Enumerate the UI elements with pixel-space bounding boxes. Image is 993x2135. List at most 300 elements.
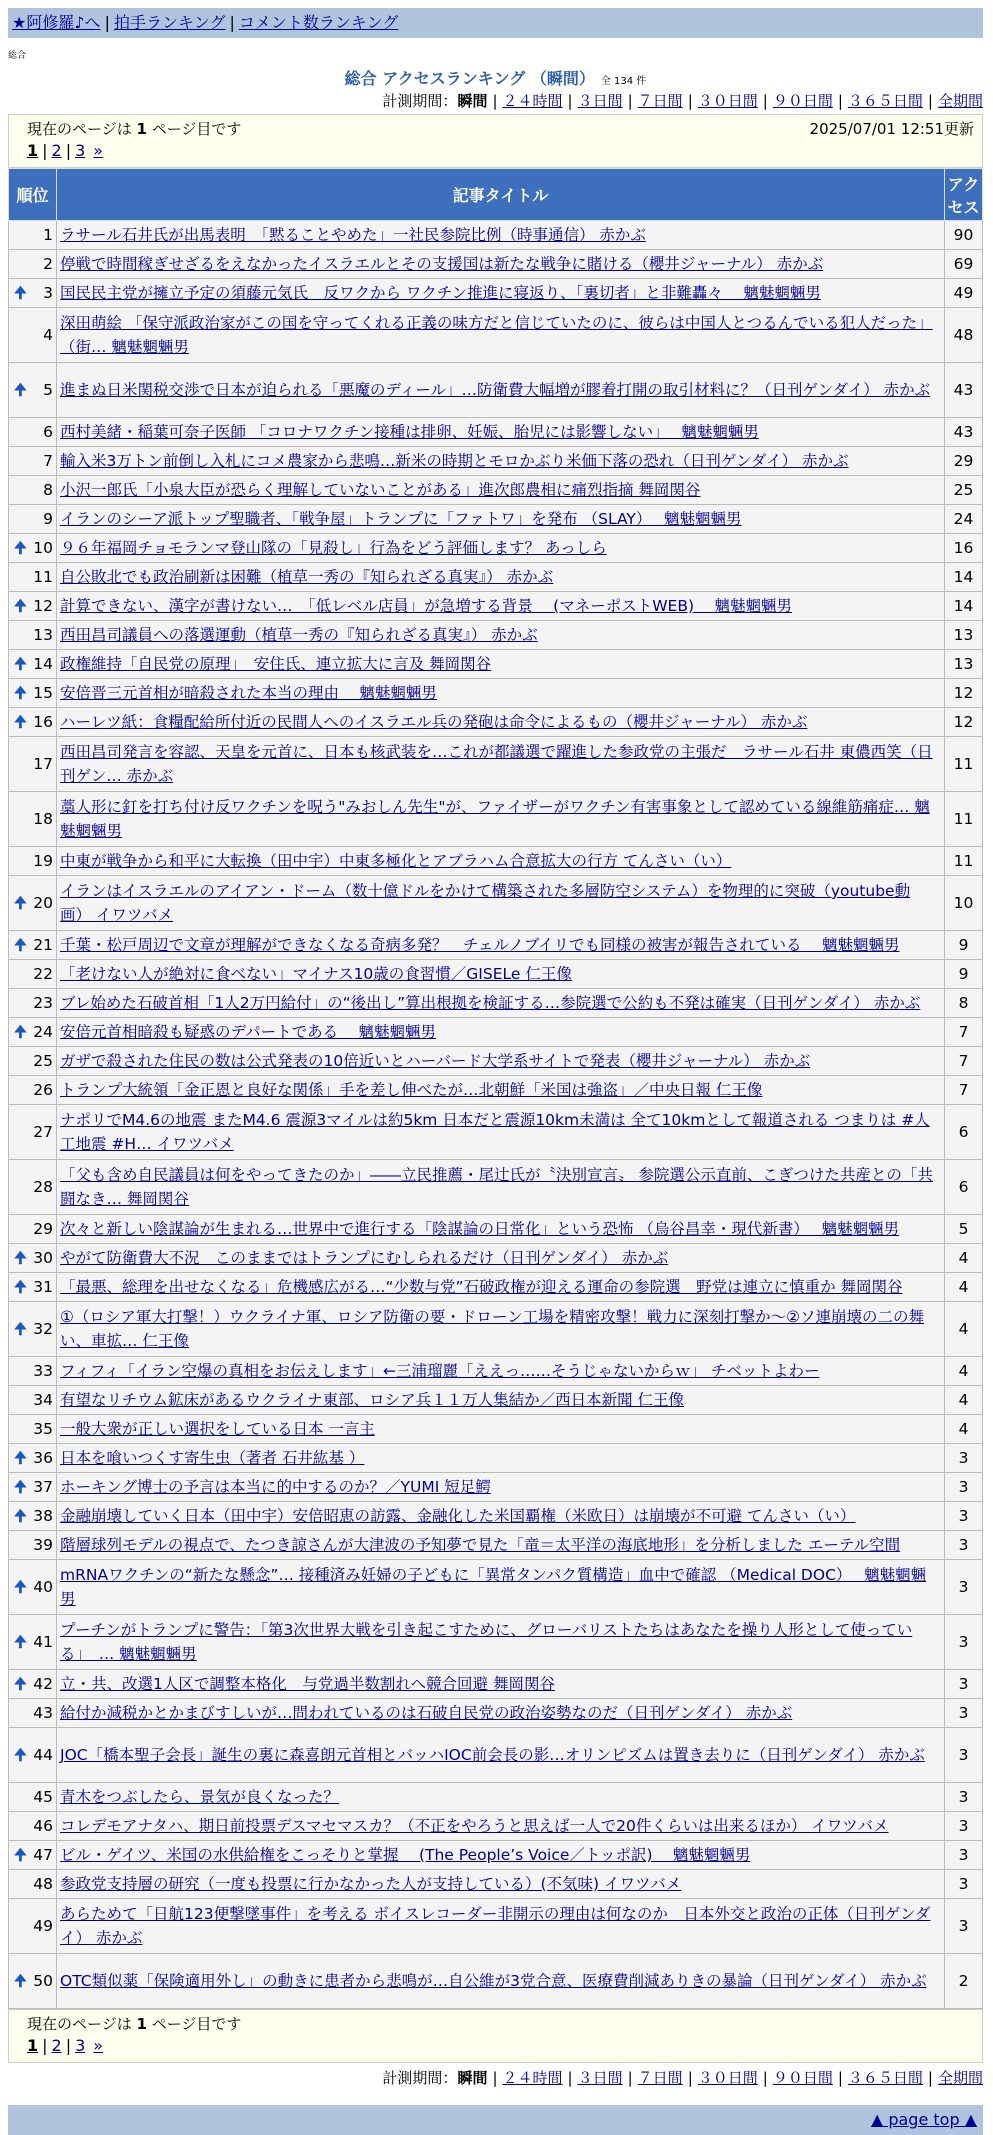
title-cell [57, 708, 945, 737]
rank-cell [9, 1670, 57, 1699]
rank-cell [9, 1699, 57, 1728]
title-cell [57, 1302, 945, 1357]
page-info-bottom [8, 2009, 983, 2063]
period-link-2[interactable]: ７日間 [637, 92, 683, 110]
rank-number: 23 [33, 994, 53, 1012]
title-cell [57, 792, 945, 847]
article-title-link[interactable]: 安倍元首相暗殺も疑惑のデパートである 魑魅魍魎男 [60, 1023, 436, 1041]
rank-cell [9, 1047, 57, 1076]
clap-ranking-link[interactable]: 拍手ランキング [113, 13, 226, 32]
access-count: 11 [945, 847, 983, 876]
table-row [9, 650, 983, 679]
title-cell [57, 737, 945, 792]
access-count: 29 [945, 447, 983, 476]
rank-number: 37 [33, 1478, 53, 1496]
article-title-link[interactable]: イランのシーア派トップ聖職者、「戦争屋」トランプに「ファトワ」を発布 （SLAY） 魑魅魍魎男 [60, 510, 742, 528]
article-title-link[interactable]: 輸入米3万トン前倒し入札にコメ農家から悲鳴…新米の時期とモロかぶり米価下落の恐れ（日刊ゲンダイ） 赤かぶ [60, 452, 849, 470]
rank-up-arrow-icon: 🠉 [14, 1478, 27, 1496]
rank-cell [9, 792, 57, 847]
period-link-5[interactable]: ３６５日間 [847, 2069, 923, 2087]
article-title-link[interactable]: 藁人形に釘を打ち付け反ワクチンを呪う"みおしん先生"が、ファイザーがワクチン有害事象として認めている線維筋痛症… 魑魅魍魎男 [60, 798, 930, 840]
rank-cell [9, 592, 57, 621]
pager-next[interactable]: » [93, 2036, 104, 2055]
title-cell [57, 1105, 945, 1160]
pager-page-2[interactable]: 2 [51, 2036, 62, 2055]
period-link-3[interactable]: ３０日間 [697, 92, 758, 110]
rank-cell [9, 737, 57, 792]
col-header-rank: 順位 [9, 169, 57, 221]
rank-cell [9, 1560, 57, 1615]
rank-up-arrow-icon: 🠉 [14, 894, 27, 912]
title-cell [57, 221, 945, 250]
rank-number: 26 [33, 1081, 53, 1099]
rank-cell [9, 1841, 57, 1870]
access-count: 4 [945, 1273, 983, 1302]
comment-ranking-link[interactable]: コメント数ランキング [238, 13, 399, 32]
period-link-1[interactable]: ３日間 [577, 92, 623, 110]
rank-number: 13 [33, 626, 53, 644]
article-title-link[interactable]: ビル・ゲイツ、米国の水供給権をこっそりと掌握 (The People’s Voice／トッポ訳) 魑魅魍魎男 [60, 1846, 751, 1864]
access-count: 4 [945, 1415, 983, 1444]
title-cell [57, 279, 945, 308]
table-row [9, 621, 983, 650]
table-row [9, 1841, 983, 1870]
table-row [9, 960, 983, 989]
table-row [9, 221, 983, 250]
access-count: 3 [945, 1473, 983, 1502]
rank-number: 29 [33, 1220, 53, 1238]
rank-cell [9, 1160, 57, 1215]
access-count: 9 [945, 960, 983, 989]
rank-up-arrow-icon: 🠉 [14, 1675, 27, 1693]
access-count: 49 [945, 279, 983, 308]
rank-cell [9, 679, 57, 708]
access-count: 3 [945, 1615, 983, 1670]
rank-cell [9, 563, 57, 592]
rank-cell [9, 1954, 57, 2009]
table-row [9, 1870, 983, 1899]
table-row [9, 505, 983, 534]
rank-up-arrow-icon: 🠉 [14, 1846, 27, 1864]
rank-up-arrow-icon: 🠉 [14, 936, 27, 954]
title-cell [57, 308, 945, 363]
title-cell [57, 1415, 945, 1444]
access-count: 13 [945, 650, 983, 679]
table-row [9, 1560, 983, 1615]
rank-number: 27 [33, 1123, 53, 1141]
table-row [9, 1357, 983, 1386]
period-link-3[interactable]: ３０日間 [697, 2069, 758, 2087]
access-count: 3 [945, 1502, 983, 1531]
title-cell [57, 418, 945, 447]
title-cell [57, 1444, 945, 1473]
period-selector-top: 計測期間：瞬間 | ２４時間 | ３日間 | ７日間 | ３０日間 | ９０日間 | ３６５日間 | 全期間 [382, 92, 983, 110]
article-title-link[interactable]: あらためて「日航123便撃墜事件」を考える ボイスレコーダー非開示の理由は何なのか 日本外交と政治の正体（日刊ゲンダイ） 赤かぶ [60, 1905, 931, 1947]
rank-up-arrow-icon: 🠉 [14, 1633, 27, 1651]
rank-number: 45 [33, 1788, 53, 1806]
access-count: 90 [945, 221, 983, 250]
article-title-link[interactable]: ９６年福岡チョモランマ登山隊の「見殺し」行為をどう評価します？ あっしら [60, 539, 607, 557]
period-current: 瞬間 [457, 92, 488, 110]
access-count: 3 [945, 1899, 983, 1954]
article-title-link[interactable]: 日本を喰いつくす寄生虫（著者 石井紘基 ） [60, 1449, 365, 1467]
rank-up-arrow-icon: 🠉 [14, 381, 27, 399]
access-count: 25 [945, 476, 983, 505]
table-row [9, 476, 983, 505]
rank-up-arrow-icon: 🠉 [14, 1249, 27, 1267]
article-title-link[interactable]: 給付か減税かとかまびすしいが…問われているのは石破自民党の政治姿勢なのだ（日刊ゲンダイ） 赤かぶ [60, 1704, 793, 1722]
article-title-link[interactable]: フィフィ「イラン空爆の真相をお伝えします」←三浦瑠麗「ええっ……そうじゃないからｗ」 チベットよわー [60, 1362, 820, 1380]
pager-page-3[interactable]: 3 [75, 141, 86, 160]
article-title-link[interactable]: 深田萌絵 「保守派政治家がこの国を守ってくれる正義の味方だと信じていたのに、彼らは中国人とつるんでいる犯人だった」（街… 魑魅魍魎男 [60, 314, 933, 356]
home-link[interactable]: ★阿修羅♪へ [12, 13, 101, 32]
rank-number: 17 [33, 755, 53, 773]
access-count: 12 [945, 708, 983, 737]
access-count: 3 [945, 1870, 983, 1899]
article-title-link[interactable]: OTC類似薬「保険適用外し」の動きに患者から悲鳴が…自公維が3党合意、医療費削減ありきの暴論（日刊ゲンダイ） 赤かぶ [60, 1972, 927, 1990]
rank-cell [9, 1415, 57, 1444]
rank-cell [9, 1728, 57, 1783]
title-cell [57, 447, 945, 476]
title-cell [57, 931, 945, 960]
nav-sep: | [229, 13, 235, 32]
rank-number: 20 [33, 894, 53, 912]
article-title-link[interactable]: 計算できない、漢字が書けない… 「低レベル店員」が急増する背景 (マネーポストWEB) 魑魅魍魎男 [60, 597, 792, 615]
rank-up-arrow-icon: 🠉 [14, 1972, 27, 1990]
rank-cell [9, 1783, 57, 1812]
title-cell [57, 1841, 945, 1870]
rank-number: 47 [33, 1846, 53, 1864]
article-title-link[interactable]: mRNAワクチンの“新たな懸念”… 接種済み妊婦の子どもに「異常タンパク質構造」血中で確認 （Medical DOC） 魑魅魍魎男 [60, 1566, 927, 1608]
article-title-link[interactable]: 小沢一郎氏「小泉大臣が恐らく理解していないことがある」進次郎農相に痛烈指摘 舞岡関谷 [60, 481, 701, 499]
table-row [9, 1076, 983, 1105]
rank-cell [9, 308, 57, 363]
rank-number: 9 [43, 510, 53, 528]
rank-cell [9, 418, 57, 447]
rank-number: 11 [33, 568, 53, 586]
pager-current: 1 [27, 141, 39, 160]
period-link-0[interactable]: ２４時間 [502, 2069, 563, 2087]
pager-page-3[interactable]: 3 [75, 2036, 86, 2055]
rank-cell [9, 1018, 57, 1047]
article-title-link[interactable]: 金融崩壊していく日本（田中宇）安倍昭恵の訪露、金融化した米国覇権（米欧日）は崩壊が不可避 てんさい（い） [60, 1507, 856, 1525]
access-count: 3 [945, 1841, 983, 1870]
title-cell [57, 1870, 945, 1899]
rank-cell [9, 847, 57, 876]
rank-up-arrow-icon: 🠉 [14, 655, 27, 673]
rank-number: 24 [33, 1023, 53, 1041]
title-cell [57, 1783, 945, 1812]
rank-cell [9, 650, 57, 679]
title-cell [57, 1531, 945, 1560]
article-title-link[interactable]: 停戦で時間稼ぎせざるをえなかったイスラエルとその支援国は新たな戦争に賭ける（櫻井ジャーナル） 赤かぶ [60, 255, 824, 273]
period-current: 瞬間 [457, 2069, 488, 2087]
rank-up-arrow-icon: 🠉 [14, 284, 27, 302]
rank-number: 36 [33, 1449, 53, 1467]
rank-number: 12 [33, 597, 53, 615]
rank-number: 46 [33, 1817, 53, 1835]
rank-number: 33 [33, 1362, 53, 1380]
article-title-link[interactable]: ホーキング博士の予言は本当に的中するのか？／YUMI 短足鰐 [60, 1478, 491, 1496]
title-cell [57, 505, 945, 534]
title-cell [57, 1386, 945, 1415]
table-row [9, 592, 983, 621]
access-count: 4 [945, 1357, 983, 1386]
page-title: 総合 アクセスランキング （瞬間） [344, 69, 595, 88]
rank-number: 15 [33, 684, 53, 702]
rank-number: 2 [43, 255, 53, 273]
rank-number: 3 [43, 284, 53, 302]
access-count: 12 [945, 679, 983, 708]
table-row [9, 1302, 983, 1357]
ranking-heading [8, 68, 983, 90]
rank-cell [9, 989, 57, 1018]
period-link-6[interactable]: 全期間 [937, 2069, 983, 2087]
article-title-link[interactable]: 安倍晋三元首相が暗殺された本当の理由 魑魅魍魎男 [60, 684, 437, 702]
pager-page-2[interactable]: 2 [51, 141, 62, 160]
table-row [9, 931, 983, 960]
access-count: 4 [945, 1302, 983, 1357]
access-count: 8 [945, 989, 983, 1018]
rank-up-arrow-icon: 🠉 [14, 539, 27, 557]
rank-up-arrow-icon: 🠉 [14, 1278, 27, 1296]
article-title-link[interactable]: 自公敗北でも政治刷新は困難（植草一秀の『知られざる真実』） 赤かぶ [60, 568, 554, 586]
article-title-link[interactable]: 西田昌司発言を容認、天皇を元首に、日本も核武装を…これが都議選で躍進した参政党の主張だ ラサール石井 東儂西笑（日刊ゲン… 赤かぶ [60, 743, 933, 785]
table-row [9, 1105, 983, 1160]
article-title-link[interactable]: 西村美緒・稲葉可奈子医師 「コロナワクチン接種は排卵、妊娠、胎児には影響しない」 魑魅魍魎男 [60, 423, 759, 441]
period-link-2[interactable]: ７日間 [637, 2069, 683, 2087]
title-cell [57, 476, 945, 505]
article-title-link[interactable]: ガザで殺された住民の数は公式発表の10倍近いとハーバード大学系サイトで発表（櫻井ジャーナル） 赤かぶ [60, 1052, 811, 1070]
rank-number: 34 [33, 1391, 53, 1409]
access-count: 48 [945, 308, 983, 363]
page-info-top [8, 114, 983, 168]
title-cell [57, 847, 945, 876]
article-title-link[interactable]: 次々と新しい陰謀論が生まれる…世界中で進行する「陰謀論の日常化」という恐怖 （烏谷昌幸・現代新書） 魑魅魍魎男 [60, 1220, 900, 1238]
title-cell [57, 989, 945, 1018]
article-title-link[interactable]: ブレ始めた石破首相「1人2万円給付」の“後出し”算出根拠を検証する…参院選で公約も不発は確実（日刊ゲンダイ） 赤かぶ [60, 994, 921, 1012]
title-cell [57, 1502, 945, 1531]
title-cell [57, 1244, 945, 1273]
access-count: 3 [945, 1560, 983, 1615]
rank-number: 35 [33, 1420, 53, 1438]
rank-cell [9, 1302, 57, 1357]
table-row [9, 792, 983, 847]
table-row [9, 1386, 983, 1415]
table-row [9, 1160, 983, 1215]
article-title-link[interactable]: 「最悪、総理を出せなくなる」危機感広がる…“少数与党”石破政権が迎える運命の参院選 野党は連立に慎重か 舞岡関谷 [60, 1278, 903, 1296]
rank-cell [9, 476, 57, 505]
current-page-text: 現在のページは 1 ページ目です [27, 2015, 242, 2033]
rank-number: 49 [33, 1917, 53, 1935]
title-cell [57, 534, 945, 563]
rank-number: 32 [33, 1320, 53, 1338]
period-link-1[interactable]: ３日間 [577, 2069, 623, 2087]
rank-cell [9, 221, 57, 250]
access-count: 7 [945, 1076, 983, 1105]
rank-number: 8 [43, 481, 53, 499]
table-row [9, 418, 983, 447]
table-row [9, 1531, 983, 1560]
access-count: 43 [945, 418, 983, 447]
rank-number: 28 [33, 1178, 53, 1196]
title-cell [57, 592, 945, 621]
rank-number: 19 [33, 852, 53, 870]
rank-up-arrow-icon: 🠉 [14, 1507, 27, 1525]
access-count: 14 [945, 563, 983, 592]
title-cell [57, 563, 945, 592]
table-row [9, 1699, 983, 1728]
rank-cell [9, 1899, 57, 1954]
article-title-link[interactable]: ①（ロシア軍大打撃！）ウクライナ軍、ロシア防衛の要・ドローン工場を精密攻撃！戦力に深刻打撃か～②ソ連崩壊の二の舞い、車拡… 仁王像 [60, 1308, 925, 1350]
access-count: 5 [945, 1215, 983, 1244]
article-title-link[interactable]: やがて防衛費大不況 このままではトランプにむしられるだけ（日刊ゲンダイ） 赤かぶ [60, 1249, 669, 1267]
table-row [9, 847, 983, 876]
article-title-link[interactable]: 「父も含め自民議員は何をやってきたのか」――立民推薦・尾辻氏が〝決別宣言〟 参院選公示直前、こぎつけた共産との「共闘なき… 舞岡関谷 [60, 1166, 933, 1208]
article-title-link[interactable]: 政権維持「自民党の原理」 安住氏、連立拡大に言及 舞岡関谷 [60, 655, 492, 673]
rank-cell [9, 1615, 57, 1670]
article-title-link[interactable]: ラサール石井氏が出馬表明 「黙ることやめた」一社民参院比例（時事通信） 赤かぶ [60, 226, 646, 244]
pager-current: 1 [27, 2036, 39, 2055]
access-count: 3 [945, 1670, 983, 1699]
rank-number: 25 [33, 1052, 53, 1070]
table-row [9, 1615, 983, 1670]
rank-number: 30 [33, 1249, 53, 1267]
rank-number: 6 [43, 423, 53, 441]
rank-number: 31 [33, 1278, 53, 1296]
table-row [9, 1273, 983, 1302]
article-title-link[interactable]: 階層球列モデルの視点で、たつき諒さんが大津波の予知夢で見た「竜＝太平洋の海底地形」を分析しました エーテル空間 [60, 1536, 901, 1554]
rank-up-arrow-icon: 🠉 [14, 1449, 27, 1467]
table-row [9, 563, 983, 592]
title-cell [57, 1273, 945, 1302]
access-count: 3 [945, 1812, 983, 1841]
rank-number: 50 [33, 1972, 53, 1990]
article-title-link[interactable]: イランはイスラエルのアイアン・ドーム（数十億ドルをかけて構築された多層防空システム）を物理的に突破（youtube動画） イワツバメ [60, 882, 911, 924]
rank-cell [9, 250, 57, 279]
pager-top: 1 | 2 | 3 » [27, 141, 104, 160]
rank-cell [9, 1244, 57, 1273]
rank-cell [9, 621, 57, 650]
rank-up-arrow-icon: 🠉 [14, 1320, 27, 1338]
nav-sep: | [104, 13, 110, 32]
rank-number: 38 [33, 1507, 53, 1525]
rank-cell [9, 1531, 57, 1560]
rank-cell [9, 1215, 57, 1244]
rank-cell [9, 1444, 57, 1473]
rank-number: 10 [33, 539, 53, 557]
updated-time: 2025/07/01 12:51更新 [809, 120, 974, 138]
article-title-link[interactable]: ナポリでM4.6の地震 またM4.6 震源3マイルは約5km 日本だと震源10km未満は 全て10kmとして報道される つまりは #人工地震 #H… イワツバメ [60, 1111, 930, 1153]
rank-up-arrow-icon: 🠉 [14, 684, 27, 702]
article-title-link[interactable]: 中東が戦争から和平に大転換（田中宇）中東多極化とアブラハム合意拡大の行方 てんさい（い） [60, 852, 732, 870]
rank-cell [9, 1273, 57, 1302]
rank-cell [9, 1473, 57, 1502]
rank-cell [9, 1076, 57, 1105]
article-title-link[interactable]: 有望なリチウム鉱床があるウクライナ東部、ロシア兵１１万人集結か／西日本新聞 仁王像 [60, 1391, 685, 1409]
table-row [9, 1018, 983, 1047]
rank-number: 18 [33, 810, 53, 828]
article-title-link[interactable]: ハーレツ紙：食糧配給所付近の民間人へのイスラエル兵の発砲は命令によるもの（櫻井ジャーナル） 赤かぶ [60, 713, 808, 731]
rank-number: 21 [33, 936, 53, 954]
article-title-link[interactable]: JOC「橋本聖子会長」誕生の裏に森喜朗元首相とバッハIOC前会長の影…オリンピズムは置き去りに（日刊ゲンダイ） 赤かぶ [60, 1746, 925, 1764]
period-link-0[interactable]: ２４時間 [502, 92, 563, 110]
table-row [9, 737, 983, 792]
rank-cell [9, 708, 57, 737]
title-cell [57, 621, 945, 650]
access-count: 10 [945, 876, 983, 931]
access-count: 7 [945, 1018, 983, 1047]
page-top-link[interactable]: ▲ page top ▲ [870, 2110, 977, 2129]
article-title-link[interactable]: 国民民主党が擁立予定の須藤元気氏 反ワクから ワクチン推進に寝返り、「裏切者」と非難轟々 魑魅魍魎男 [60, 284, 821, 302]
top-nav [8, 8, 983, 38]
access-count: 13 [945, 621, 983, 650]
rank-number: 39 [33, 1536, 53, 1554]
table-row [9, 708, 983, 737]
article-title-link[interactable]: 進まぬ日米関税交渉で日本が迫られる「悪魔のディール」…防衛費大幅増が膠着打開の取引材料に？（日刊ゲンダイ） 赤かぶ [60, 381, 931, 399]
title-cell [57, 1357, 945, 1386]
title-cell [57, 1560, 945, 1615]
access-count: 3 [945, 1728, 983, 1783]
rank-up-arrow-icon: 🠉 [14, 1023, 27, 1041]
article-title-link[interactable]: 西田昌司議員への落選運動（植草一秀の『知られざる真実』） 赤かぶ [60, 626, 538, 644]
rank-number: 22 [33, 965, 53, 983]
period-link-4[interactable]: ９０日間 [772, 2069, 833, 2087]
pager-bottom: 1 | 2 | 3 » [27, 2036, 104, 2055]
section-label: 総合 [8, 51, 27, 61]
period-link-4[interactable]: ９０日間 [772, 92, 833, 110]
period-link-6[interactable]: 全期間 [937, 92, 983, 110]
rank-number: 41 [33, 1633, 53, 1651]
title-cell [57, 1728, 945, 1783]
article-title-link[interactable]: 千葉・松戸周辺で文章が理解ができなくなる奇病多発？ チェルノブイリでも同様の被害が報告されている 魑魅魍魎男 [60, 936, 900, 954]
article-title-link[interactable]: 「老けない人が絶対に食べない」マイナス10歳の食習慣／GISELe 仁王像 [60, 965, 572, 983]
access-count: 11 [945, 737, 983, 792]
title-cell [57, 1670, 945, 1699]
article-title-link[interactable]: 青木をつぶしたら、景気が良くなった？ [60, 1788, 340, 1806]
period-label: 計測期間： [382, 92, 458, 110]
title-cell [57, 1954, 945, 2009]
access-count: 11 [945, 792, 983, 847]
period-link-5[interactable]: ３６５日間 [847, 92, 923, 110]
access-count: 7 [945, 1047, 983, 1076]
article-title-link[interactable]: トランプ大統領「金正恩と良好な関係」手を差し伸べたが…北朝鮮「米国は強盗」／中央日報 仁王像 [60, 1081, 763, 1099]
table-row [9, 363, 983, 418]
rank-up-arrow-icon: 🠉 [14, 597, 27, 615]
title-cell [57, 1699, 945, 1728]
pager-next[interactable]: » [93, 141, 104, 160]
access-count: 9 [945, 931, 983, 960]
rank-cell [9, 1357, 57, 1386]
article-title-link[interactable]: 一般大衆が正しい選択をしている日本 一言主 [60, 1420, 375, 1438]
col-header-title: 記事タイトル [57, 169, 945, 221]
ranking-table [8, 168, 983, 2009]
rank-number: 16 [33, 713, 53, 731]
access-count: 2 [945, 1954, 983, 2009]
article-title-link[interactable]: コレデモアナタハ、期日前投票デスマセマスカ？（不正をやろうと思えば一人で20件くらいは出来るほか） イワツバメ [60, 1817, 889, 1835]
access-count: 16 [945, 534, 983, 563]
title-cell [57, 1018, 945, 1047]
article-title-link[interactable]: 参政党支持層の研究（一度も投票に行かなかった人が支持している）(不気味) イワツバメ [60, 1875, 682, 1893]
rank-cell [9, 1502, 57, 1531]
rank-cell [9, 931, 57, 960]
rank-up-arrow-icon: 🠉 [14, 1578, 27, 1596]
title-cell [57, 679, 945, 708]
rank-cell [9, 534, 57, 563]
article-title-link[interactable]: 立・共、改選1人区で調整本格化 与党過半数割れへ競合回避 舞岡関谷 [60, 1675, 555, 1693]
article-title-link[interactable]: プーチンがトランプに警告：「第3次世界大戦を引き起こすために、グローバリストたちはあなたを操り人形として使っている」 … 魑魅魍魎男 [60, 1621, 913, 1663]
title-cell [57, 650, 945, 679]
